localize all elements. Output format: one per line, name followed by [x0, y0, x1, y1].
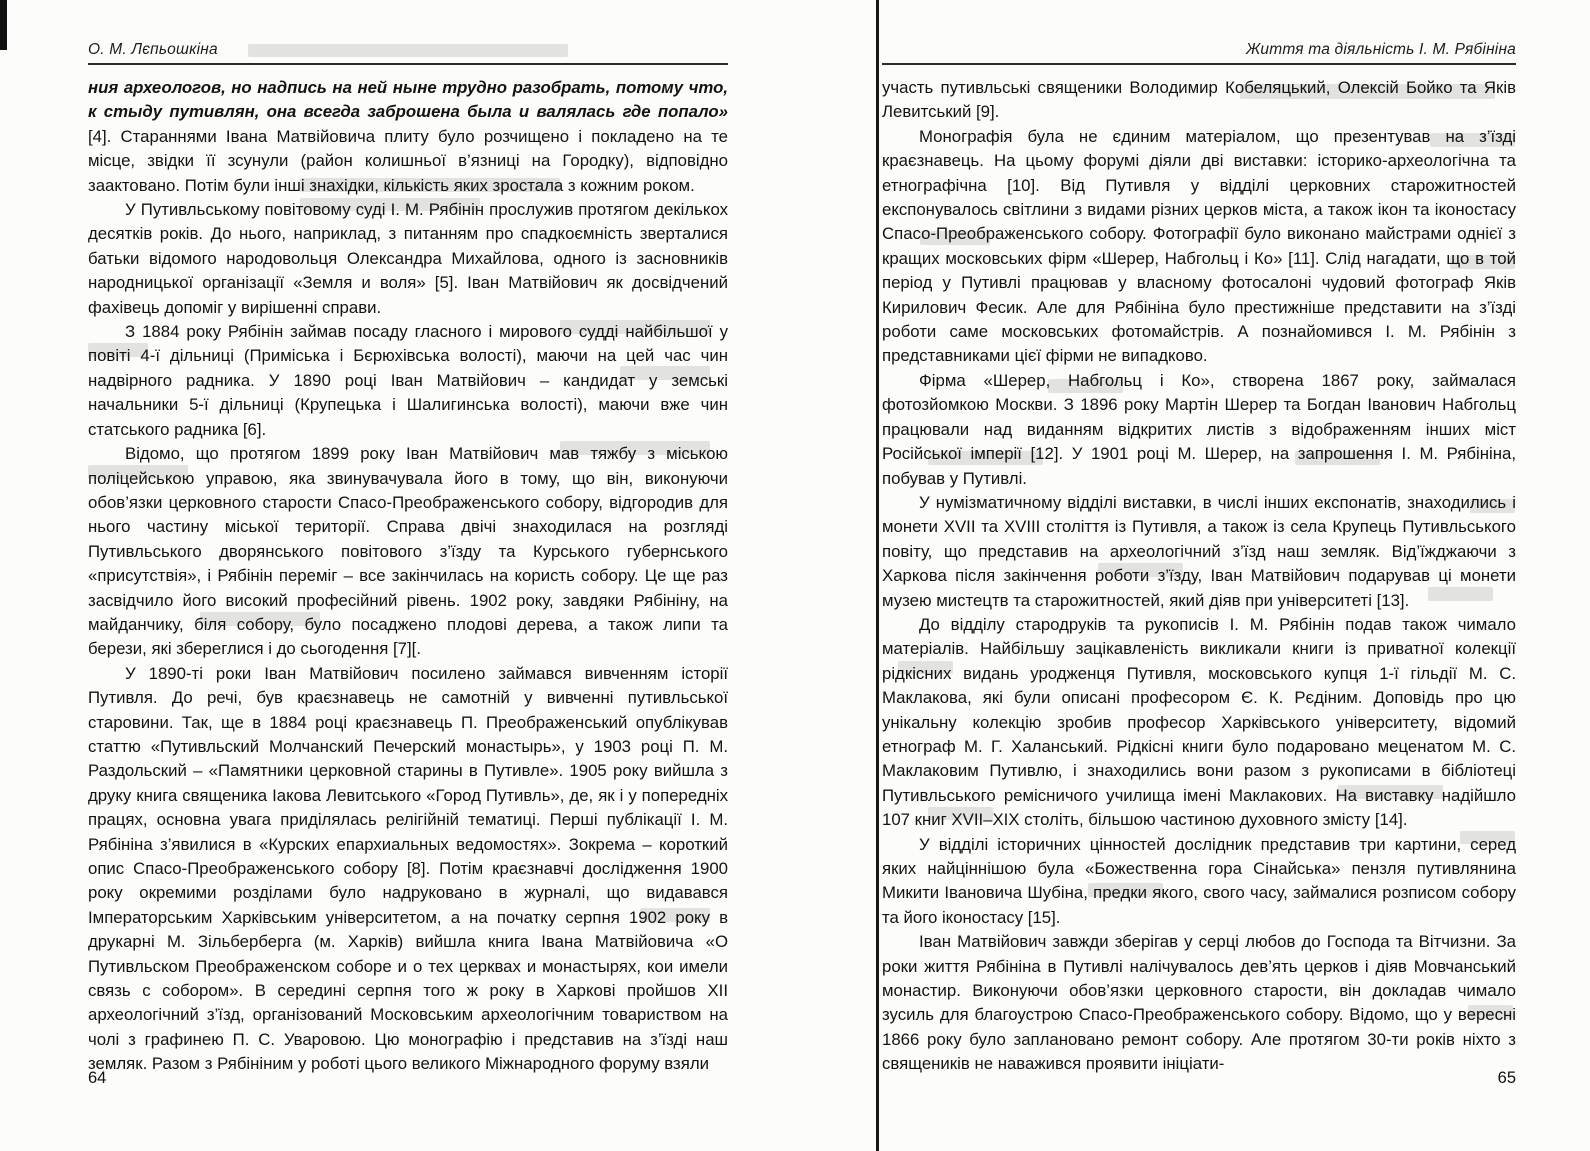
text-segment: Монографія була не єдиним матеріалом, що презентував на з’їзді краєзнавець. На цьому форумі діяли дві виставки: історико-археологічна та етнографічна [10]. Від Путивля у відділі церковних старожитностей експонувалось світлини з видами різних церков міста, а також ікон та іконостасу Спасо-Преображенського собору. Фотографії було виконано майстрами однієї з кращих московських фірм «Шерер, Набгольц і Ко» [11]. Слід нагадати, що в той період у Путивлі працював у власному фотосалоні чудовий фотограф Яків Кирилович Фесик. Але для Рябініна було престижніше представити на з’їзді роботи саме московських фотомайстрів. А познайомився І. М. Рябінін з представниками цієї фірми не випадково.	[882, 126, 1516, 366]
paragraph	[882, 491, 1516, 613]
paragraph	[882, 930, 1516, 1076]
text-segment: Фірма «Шерер, Набгольц і Ко», створена 1867 року, займалася фотозйомкою Москви. З 1896 року Мартін Шерер та Богдан Іванович Набгольц працювали над виданням відкритих листів з відображенням інших міст Російської імперії [12]. У 1901 році М. Шерер, на запрошення І. М. Рябініна, побував у Путивлі.	[882, 370, 1516, 488]
text-segment: З 1884 року Рябінін займав посаду гласного і мирового судді найбільшої у повіті 4-ї дільниці (Приміська і Бєрюхівська волості), маючи на цей час чин надвірного радника. У 1890 році Іван Матвійович – кандидат у земські начальники 5-ї дільниці (Крупецька і Шалигинська волості), маючи вже чин статського радника [6].	[88, 322, 728, 439]
paragraph	[88, 198, 728, 320]
text-segment: Іван Матвійович завжди зберігав у серці любов до Господа та Вітчизни. За роки життя Рябініна в Путивлі налічувалось дев’ять церков і діяв Мовчанський монастир. Виконуючи обов’язки церковного старости, він докладав чимало зусиль для благоустрою Спасо-Преображенського собору. Відомо, що у вересні 1866 року було заплановано ремонт собору. Але протягом 30-ти років ніхто з священиків не наважився проявити ініціати-	[882, 932, 1516, 1074]
text-segment: [4]. Стараннями Івана Матвійовича плиту було розчищено і покладено на те місце, звідки її зсунули (район колишньої в’язниці на Городку), відповідно заактовано. Потім були інші знахідки, кількість яких зростала з кожним роком.	[88, 126, 728, 195]
running-header-left: О. М. Лєпьошкіна	[88, 41, 218, 58]
text-segment: участь путивльські священики Володимир Кобеляцький, Олексій Бойко та Яків Левитський [9].	[882, 78, 1516, 122]
paragraph	[88, 662, 728, 1077]
text-segment: У нумізматичному відділі виставки, в числі інших експонатів, знаходились і монети XVII та XVIII століття із Путивля, а також із села Крупець Путивльського повіту, що представив на археологічний з’їзд наш земляк. Від’їжджаючи з Харкова після закінчення роботи з’їзду, Іван Матвійович подарував ці монети музею мистецтв та старожитностей, який діяв при університеті [13].	[882, 492, 1516, 610]
page-body-left	[88, 76, 728, 1077]
text-segment: У 1890-ті роки Іван Матвійович посилено займався вивченням історії Путивля. До речі, був краєзнавець не самотній у вивченні путивльської старовини. Так, ще в 1884 році краєзнавець П. Преображенський опублікував статтю «Путивльский Молчанский Печерский монастырь», у 1903 році П. М. Раздольский – «Памятники церковной старины в Путивле». 1905 року вийшла з друку книга священика Іакова Левитського «Город Путивль», де, як і у попередніх працях, основна увага приділялась релігійній тематиці. Перші публікації І. М. Рябініна з’явилися в «Курских епархиальных ведомостях». Зокрема – короткий опис Спасо-Преображенського собору [8]. Потім краєзнавчі дослідження 1900 року окремими розділами було надруковано в журналі, що видавався Імператорським Харківським університетом, а на початку серпня 1902 року в друкарні М. Зільберберга (м. Харків) вийшла книга Івана Матвійовича «О Путивльском Преображенском соборе и о тех церквах и монастырях, кои имели связь с собором». В середині серпня того ж року в Харкові пройшов XII археологічний з’їзд, організований Московським археологічним товариством на чолі з графинею П. С. Уваровою. Цю монографію і представив на з’їзді наш земляк. Разом з Рябініним у роботі цього великого Міжнародного форуму взяли	[88, 663, 728, 1074]
page-number-left: 64	[88, 1069, 107, 1087]
scan-edge-mark	[0, 0, 7, 50]
paragraph	[882, 833, 1516, 931]
paragraph	[88, 320, 728, 442]
header-rule-right	[882, 63, 1516, 65]
page-number-right: 65	[1497, 1069, 1516, 1087]
text-segment: Відомо, що протягом 1899 року Іван Матвійович мав тяжбу з міською поліцейською управою, яка звинувачувала його в тому, що він, виконуючи обов’язки церковного старости Спасо-Преображенського собору, відгородив для нього частину міської території. Справа двічі знаходилася на розгляді Путивльського дворянського повітового з’їзду та Курського губернського «присутствія», і Рябінін переміг – все закінчилась на користь собору. Це ще раз засвідчило його високий професійний рівень. 1902 року, завдяки Рябініну, на майданчику, біля собору, було посаджено плодові дерева, а також липи та берези, які збереглися і до сьогодення [7][.	[88, 444, 728, 659]
paragraph	[882, 369, 1516, 491]
paragraph	[882, 125, 1516, 369]
paragraph	[88, 442, 728, 662]
page-body-right	[882, 76, 1516, 1077]
text-segment: ния археологов, но надпись на ней ныне трудно разобрать, потому что, к стыду путивлян, она всегда заброшена была и валялась где попало»	[88, 78, 728, 122]
running-header-right: Життя та діяльність І. М. Рябініна	[1246, 41, 1516, 58]
text-segment: У Путивльському повітовому суді І. М. Рябінін прослужив протягом декількох десятків років. До нього, наприклад, з питанням про спадкоємність зверталися батьки відомого народовольця Олександра Михайлова, одного із засновників народницької організації «Земля и воля» [5]. Іван Матвійович як досвідчений фахівець допоміг у вирішенні справи.	[88, 200, 728, 317]
text-segment: До відділу стародруків та рукописів І. М. Рябінін подав також чимало матеріалів. Найбільшу зацікавленість викликали книги із приватної колекції рідкісних видань уродженця Путивля, московського купця 1-ї гільдії М. С. Маклакова, які були описані професором Є. К. Рєдіним. Доповідь про цю унікальну колекцію зробив професор Харківського університету, відомий етнограф М. Г. Халанський. Рідкісні книги було подаровано меценатом М. С. Маклаковим Путивлю, і знаходились вони разом з рукописами в бібліотеці Путивльського ремісничого училища імені Маклакових. На виставку надійшло 107 книг XVII–XIX століть, більшою частиною духовного змісту [14].	[882, 614, 1516, 830]
text-segment: У відділі історичних цінностей дослідник представив три картини, серед яких найціннішою була «Божественна гора Сінайська» пензля путивлянина Микити Івановича Шубіна, предки якого, свого часу, займалися розписом собору та його іконостасу [15].	[882, 834, 1516, 927]
page-gutter-line	[876, 0, 879, 1151]
paragraph	[882, 76, 1516, 125]
paragraph	[882, 613, 1516, 833]
header-rule-left	[88, 63, 728, 65]
paragraph	[88, 76, 728, 198]
